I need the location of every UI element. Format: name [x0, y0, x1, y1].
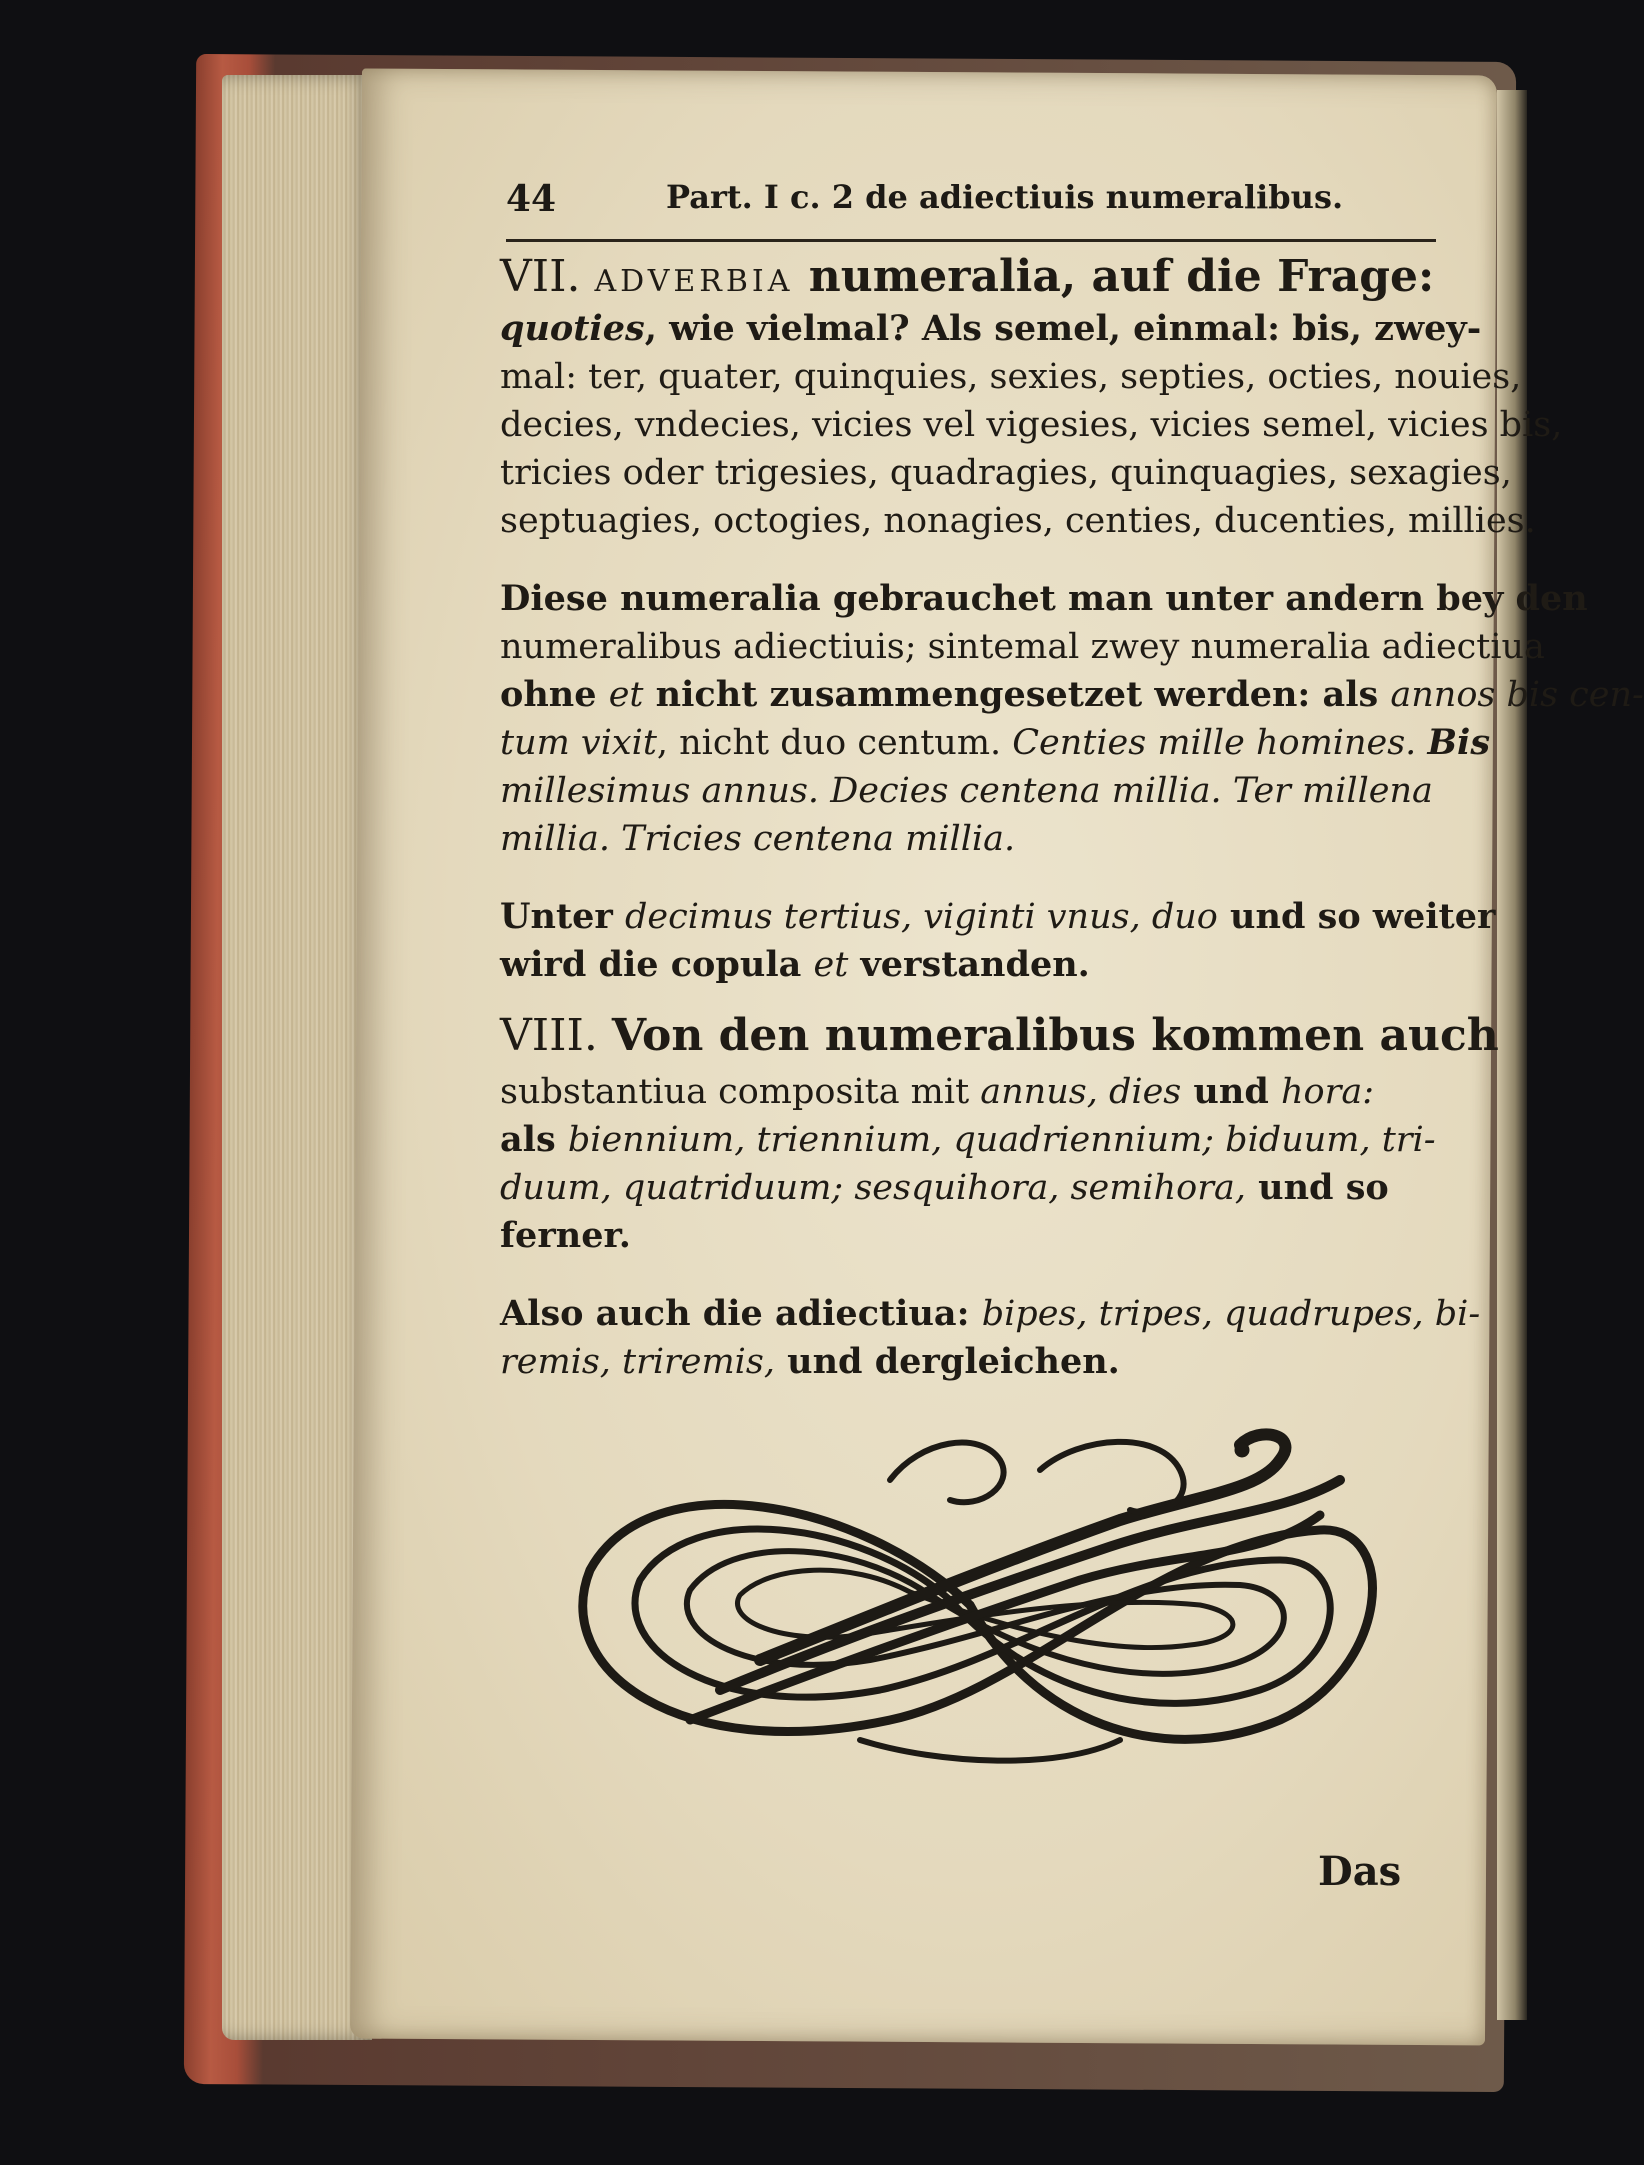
page-number: 44	[506, 178, 557, 220]
text-line: quoties, wie vielmal? Als semel, einmal: bis, zwey-	[500, 308, 1482, 349]
text-line: numeralibus adiectiuis; sintemal zwey numeralia adiectiua	[500, 627, 1545, 667]
page-edges	[222, 75, 372, 2040]
text-line: tricies oder trigesies, quadragies, quinquagies, sexagies,	[500, 453, 1512, 493]
text-line: mal: ter, quater, quinquies, sexies, septies, octies, nouies,	[500, 357, 1522, 397]
text-line: substantiua composita mit annus, dies und hora:	[500, 1071, 1375, 1112]
catchword: Das	[1318, 1848, 1402, 1895]
text-line: Also auch die adiectiua: bipes, tripes, quadrupes, bi-	[500, 1293, 1481, 1334]
text-line: VII. ADVERBIA numeralia, auf die Frage:	[500, 251, 1435, 302]
text-line: millesimus annus. Decies centena millia. Ter millena	[500, 771, 1433, 811]
text-line: duum, quatriduum; sesquihora, semihora, und so	[500, 1167, 1389, 1208]
text-line: millia. Tricies centena millia.	[500, 819, 1016, 859]
section-number: VIII.	[500, 1010, 612, 1061]
text-line: decies, vndecies, vicies vel vigesies, vicies semel, vicies bis,	[500, 405, 1563, 445]
header-rule	[506, 239, 1436, 242]
text-line: wird die copula et verstanden.	[500, 944, 1090, 985]
text-line: Unter decimus tertius, viginti vnus, duo und so weiter	[500, 896, 1496, 937]
section-number: VII.	[500, 251, 595, 302]
text-line: Diese numeralia gebrauchet man unter andern bey den	[500, 578, 1588, 619]
calligraphic-flourish-ornament	[560, 1420, 1380, 1790]
running-head: Part. I c. 2 de adiectiuis numeralibus.	[666, 178, 1344, 216]
small-caps-word: ADVERBIA	[594, 264, 794, 299]
text-line: septuagies, octogies, nonagies, centies, ducenties, millies.	[500, 501, 1536, 541]
text-line: ohne et nicht zusammengesetzet werden: als annos bis cen-	[500, 674, 1644, 715]
text-line: als biennium, triennium, quadriennium; biduum, tri-	[500, 1119, 1436, 1160]
text-line: remis, triremis, und dergleichen.	[500, 1341, 1120, 1382]
text-line: VIII. Von den numeralibus kommen auch	[500, 1010, 1499, 1061]
text-line: tum vixit, nicht duo centum. Centies mille homines. Bis	[500, 722, 1491, 763]
text-line: ferner.	[500, 1215, 631, 1256]
running-header	[506, 178, 1436, 238]
